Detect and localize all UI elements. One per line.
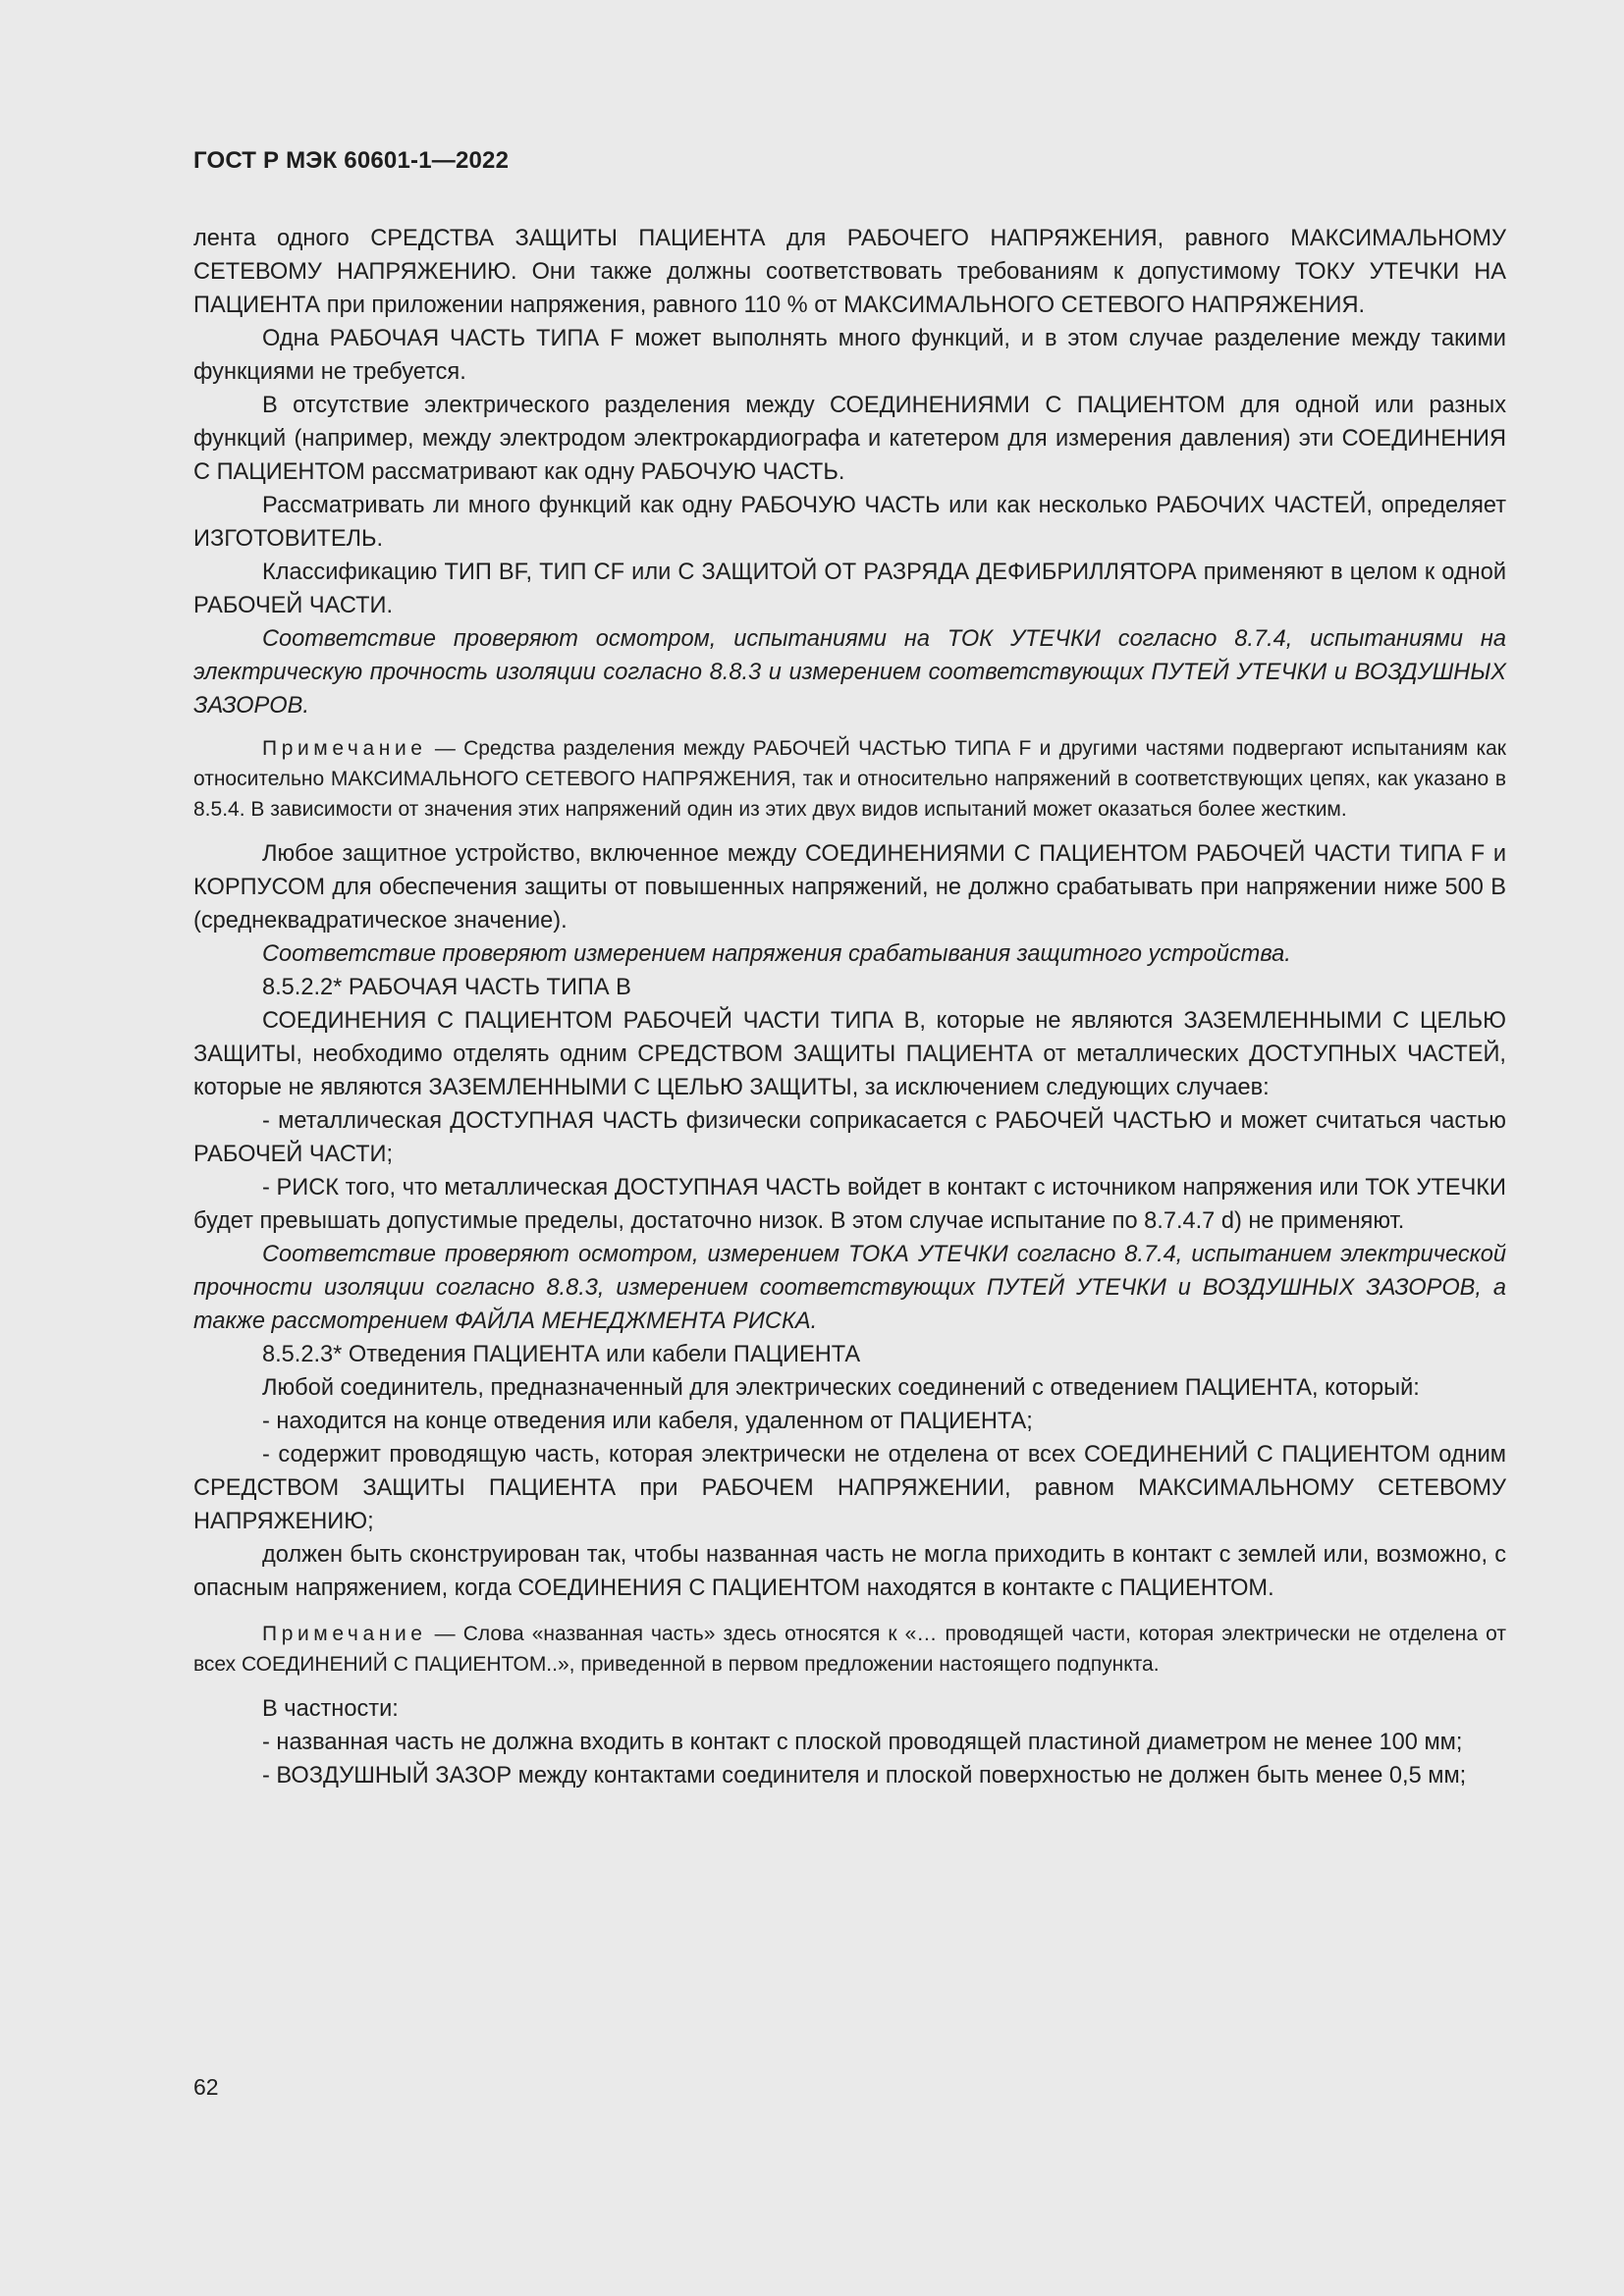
compliance-paragraph: Соответствие проверяют осмотром, измерением ТОКА УТЕЧКИ согласно 8.7.4, испытанием электрической прочности изоляции согласно 8.8.3, измерением соответствующих ПУТЕЙ УТЕЧКИ и ВОЗДУШНЫХ ЗАЗОРОВ, а также рассмотрением ФАЙЛА МЕНЕДЖМЕНТА РИСКА.	[193, 1242, 1506, 1334]
document-body	[193, 222, 1506, 1792]
note-text: — Слова «названная часть» здесь относятся к «… проводящей части, которая электрически не отделена от всех СОЕДИНЕНИЙ С ПАЦИЕНТОМ..», приведенной в первом предложении настоящего подпункта.	[193, 1623, 1506, 1676]
note-text: — Средства разделения между РАБОЧЕЙ ЧАСТЬЮ ТИПА F и другими частями подвергают испытаниям как относительно МАКСИМАЛЬНОГО СЕТЕВОГО НАПРЯЖЕНИЯ, так и относительно напряжений в соответствующих цепях, как указано в 8.5.4. В зависимости от значения этих напряжений один из этих двух видов испытаний может оказаться более жестким.	[193, 737, 1506, 821]
paragraph: Одна РАБОЧАЯ ЧАСТЬ ТИПА F может выполнять много функций, и в этом случае разделение между такими функциями не требуется.	[193, 326, 1506, 385]
list-item: - ВОЗДУШНЫЙ ЗАЗОР между контактами соединителя и плоской поверхностью не должен быть менее 0,5 мм;	[262, 1763, 1467, 1789]
compliance-paragraph: Соответствие проверяют измерением напряжения срабатывания защитного устройства.	[262, 941, 1291, 967]
list-item: - РИСК того, что металлическая ДОСТУПНАЯ ЧАСТЬ войдет в контакт с источником напряжения или ТОК УТЕЧКИ будет превышать допустимые пределы, достаточно низок. В этом случае испытание по 8.7.4.7 d) не применяют.	[193, 1175, 1506, 1234]
list-item: - названная часть не должна входить в контакт с плоской проводящей пластиной диаметром не менее 100 мм;	[262, 1730, 1463, 1755]
note-label: Примечание	[262, 737, 427, 760]
paragraph: Любое защитное устройство, включенное между СОЕДИНЕНИЯМИ С ПАЦИЕНТОМ РАБОЧЕЙ ЧАСТИ ТИПА F и КОРПУСОМ для обеспечения защиты от повышенных напряжений, не должно срабатывать при напряжении ниже 500 В (среднеквадратическое значение).	[193, 841, 1506, 934]
paragraph: лента одного СРЕДСТВА ЗАЩИТЫ ПАЦИЕНТА для РАБОЧЕГО НАПРЯЖЕНИЯ, равного МАКСИМАЛЬНОМУ СЕТЕВОМУ НАПРЯЖЕНИЮ. Они также должны соответствовать требованиям к допустимому ТОКУ УТЕЧКИ НА ПАЦИЕНТА при приложении напряжения, равного 110 % от МАКСИМАЛЬНОГО СЕТЕВОГО НАПРЯЖЕНИЯ.	[193, 226, 1506, 318]
paragraph: В частности:	[262, 1696, 399, 1722]
note-label: Примечание	[262, 1623, 427, 1645]
note	[193, 1619, 1506, 1680]
paragraph: должен быть сконструирован так, чтобы названная часть не могла приходить в контакт с землей или, возможно, с опасным напряжением, когда СОЕДИНЕНИЯ С ПАЦИЕНТОМ находятся в контакте с ПАЦИЕНТОМ.	[193, 1542, 1506, 1601]
paragraph: Рассматривать ли много функций как одну РАБОЧУЮ ЧАСТЬ или как несколько РАБОЧИХ ЧАСТЕЙ, определяет ИЗГОТОВИТЕЛЬ.	[193, 493, 1506, 552]
paragraph: Любой соединитель, предназначенный для электрических соединений с отведением ПАЦИЕНТА, который:	[262, 1375, 1420, 1401]
section-heading: 8.5.2.2* РАБОЧАЯ ЧАСТЬ ТИПА В	[262, 975, 631, 1000]
list-item: - металлическая ДОСТУПНАЯ ЧАСТЬ физически соприкасается с РАБОЧЕЙ ЧАСТЬЮ и может считаться частью РАБОЧЕЙ ЧАСТИ;	[193, 1108, 1506, 1167]
list-item: - содержит проводящую часть, которая электрически не отделена от всех СОЕДИНЕНИЙ С ПАЦИЕНТОМ одним СРЕДСТВОМ ЗАЩИТЫ ПАЦИЕНТА при РАБОЧЕМ НАПРЯЖЕНИИ, равном МАКСИМАЛЬНОМУ СЕТЕВОМУ НАПРЯЖЕНИЮ;	[193, 1442, 1506, 1534]
paragraph: В отсутствие электрического разделения между СОЕДИНЕНИЯМИ С ПАЦИЕНТОМ для одной или разных функций (например, между электродом электрокардиографа и катетером для измерения давления) эти СОЕДИНЕНИЯ С ПАЦИЕНТОМ рассматривают как одну РАБОЧУЮ ЧАСТЬ.	[193, 393, 1506, 485]
page-number: 62	[193, 2074, 219, 2100]
note	[193, 733, 1506, 825]
paragraph: Классификацию ТИП BF, ТИП CF или С ЗАЩИТОЙ ОТ РАЗРЯДА ДЕФИБРИЛЛЯТОРА применяют в целом к одной РАБОЧЕЙ ЧАСТИ.	[193, 560, 1506, 618]
paragraph: СОЕДИНЕНИЯ С ПАЦИЕНТОМ РАБОЧЕЙ ЧАСТИ ТИПА В, которые не являются ЗАЗЕМЛЕННЫМИ С ЦЕЛЬЮ ЗАЩИТЫ, необходимо отделять одним СРЕДСТВОМ ЗАЩИТЫ ПАЦИЕНТА от металлических ДОСТУПНЫХ ЧАСТЕЙ, которые не являются ЗАЗЕМЛЕННЫМИ С ЦЕЛЬЮ ЗАЩИТЫ, за исключением следующих случаев:	[193, 1008, 1506, 1100]
compliance-paragraph: Соответствие проверяют осмотром, испытаниями на ТОК УТЕЧКИ согласно 8.7.4, испытаниями на электрическую прочность изоляции согласно 8.8.3 и измерением соответствующих ПУТЕЙ УТЕЧКИ и ВОЗДУШНЫХ ЗАЗОРОВ.	[193, 626, 1506, 719]
list-item: - находится на конце отведения или кабеля, удаленном от ПАЦИЕНТА;	[262, 1409, 1033, 1434]
document-header: ГОСТ Р МЭК 60601-1—2022	[193, 147, 510, 174]
section-heading: 8.5.2.3* Отведения ПАЦИЕНТА или кабели ПАЦИЕНТА	[262, 1342, 861, 1367]
